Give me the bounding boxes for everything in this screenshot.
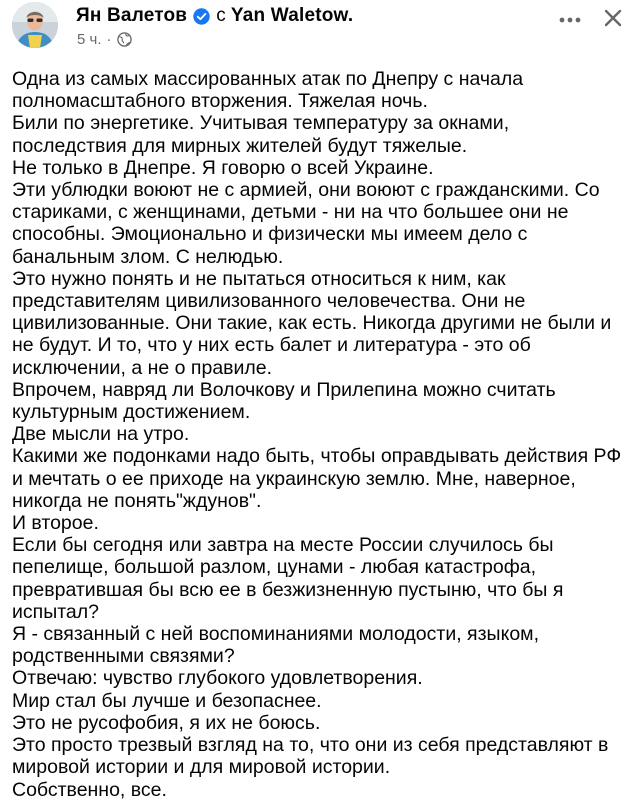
post-text-line: Эти ублюдки воюют не с армией, они воюют с гражданскими. Со [12,179,600,202]
post-text-line: банальным злом. С нелюдью. [12,245,284,268]
post-text-line: цивилизованные. Они такие, как есть. Никогда другими не были и [12,312,612,335]
post-text-line: полномасштабного вторжения. Тяжелая ночь. [12,90,428,113]
globe-icon[interactable] [117,32,132,47]
avatar-photo [12,2,58,48]
more-dots-icon [558,11,582,29]
post-time[interactable]: 5 ч. [77,30,102,48]
post-text [12,68,636,801]
post-text-line: мировой истории и для мировой истории. [12,756,391,779]
post-text-line: Я - связанный с ней воспоминаниями молодости, языком, [12,623,539,646]
tagged-person[interactable]: Yan Waletow. [230,5,354,26]
post-text-line: и мечтать о ее приходе на украинскую землю. Мне, наверное, [12,467,576,490]
close-button[interactable] [599,6,627,34]
post-text-line: не будут. И то, что у них есть балет и литература - это об [12,334,531,357]
post-text-line: Били по энергетике. Учитывая температуру за окнами, [12,112,510,135]
post-text-line: Две мысли на утро. [12,423,190,446]
with-word: с [216,5,226,26]
post-text-line: исключении, а не о правиле. [12,356,273,379]
post-text-line: Это нужно понять и не пытаться относиться к ним, как [12,267,506,290]
post-text-line: Одна из самых массированных атак по Днепру с начала [12,68,524,90]
post-text-line: способны. Эмоционально и физически мы имеем дело с [12,223,528,246]
post-text-line: Это просто трезвый взгляд на то, что они из себя представляют в [12,734,609,757]
post-text-line: Собственно, все. [12,778,167,801]
verified-badge-icon [193,8,210,25]
post-text-line: стариками, с женщинами, детьми - ни на что большее они не [12,201,569,224]
post-text-line: Отвечаю: чувство глубокого удовлетворения. [12,667,423,690]
post-text-line: И второе. [12,512,99,535]
post-text-line: Если бы сегодня или завтра на месте России случилось бы [12,534,554,557]
post-text-line: испытал? [12,600,99,623]
avatar[interactable] [12,2,58,48]
post-author-line [76,4,353,28]
post-text-line: пепелище, большой разлом, цунами - любая катастрофа, [12,556,537,579]
post-text-line: Какими же подонками надо быть, чтобы оправдывать действия РФ [12,445,622,468]
author-name[interactable]: Ян Валетов [76,5,188,26]
post-text-line: Впрочем, навряд ли Волочкову и Прилепина можно считать [12,378,556,401]
meta-separator: · [106,30,112,48]
post-text-line: Мир стал бы лучше и безопаснее. [12,689,322,712]
post-text-line: никогда не понять"ждунов". [12,489,262,512]
post-text-line: родственными связями? [12,645,235,668]
close-icon [602,7,624,34]
post-text-line: культурным достижением. [12,401,251,424]
post-text-line: последствия для мирных жителей будут тяжелые. [12,134,468,157]
post-meta [77,29,132,49]
post-text-line: превратившая бы всю ее в безжизненную пустыню, что бы я [12,578,564,601]
post-text-line: Это не русофобия, я их не боюсь. [12,711,321,734]
post-header [0,0,640,60]
post-text-line: представителям цивилизованного человечества. Они не [12,290,526,313]
post-text-line: Не только в Днепре. Я говорю о всей Украине. [12,156,434,179]
more-options-button[interactable] [555,8,585,32]
